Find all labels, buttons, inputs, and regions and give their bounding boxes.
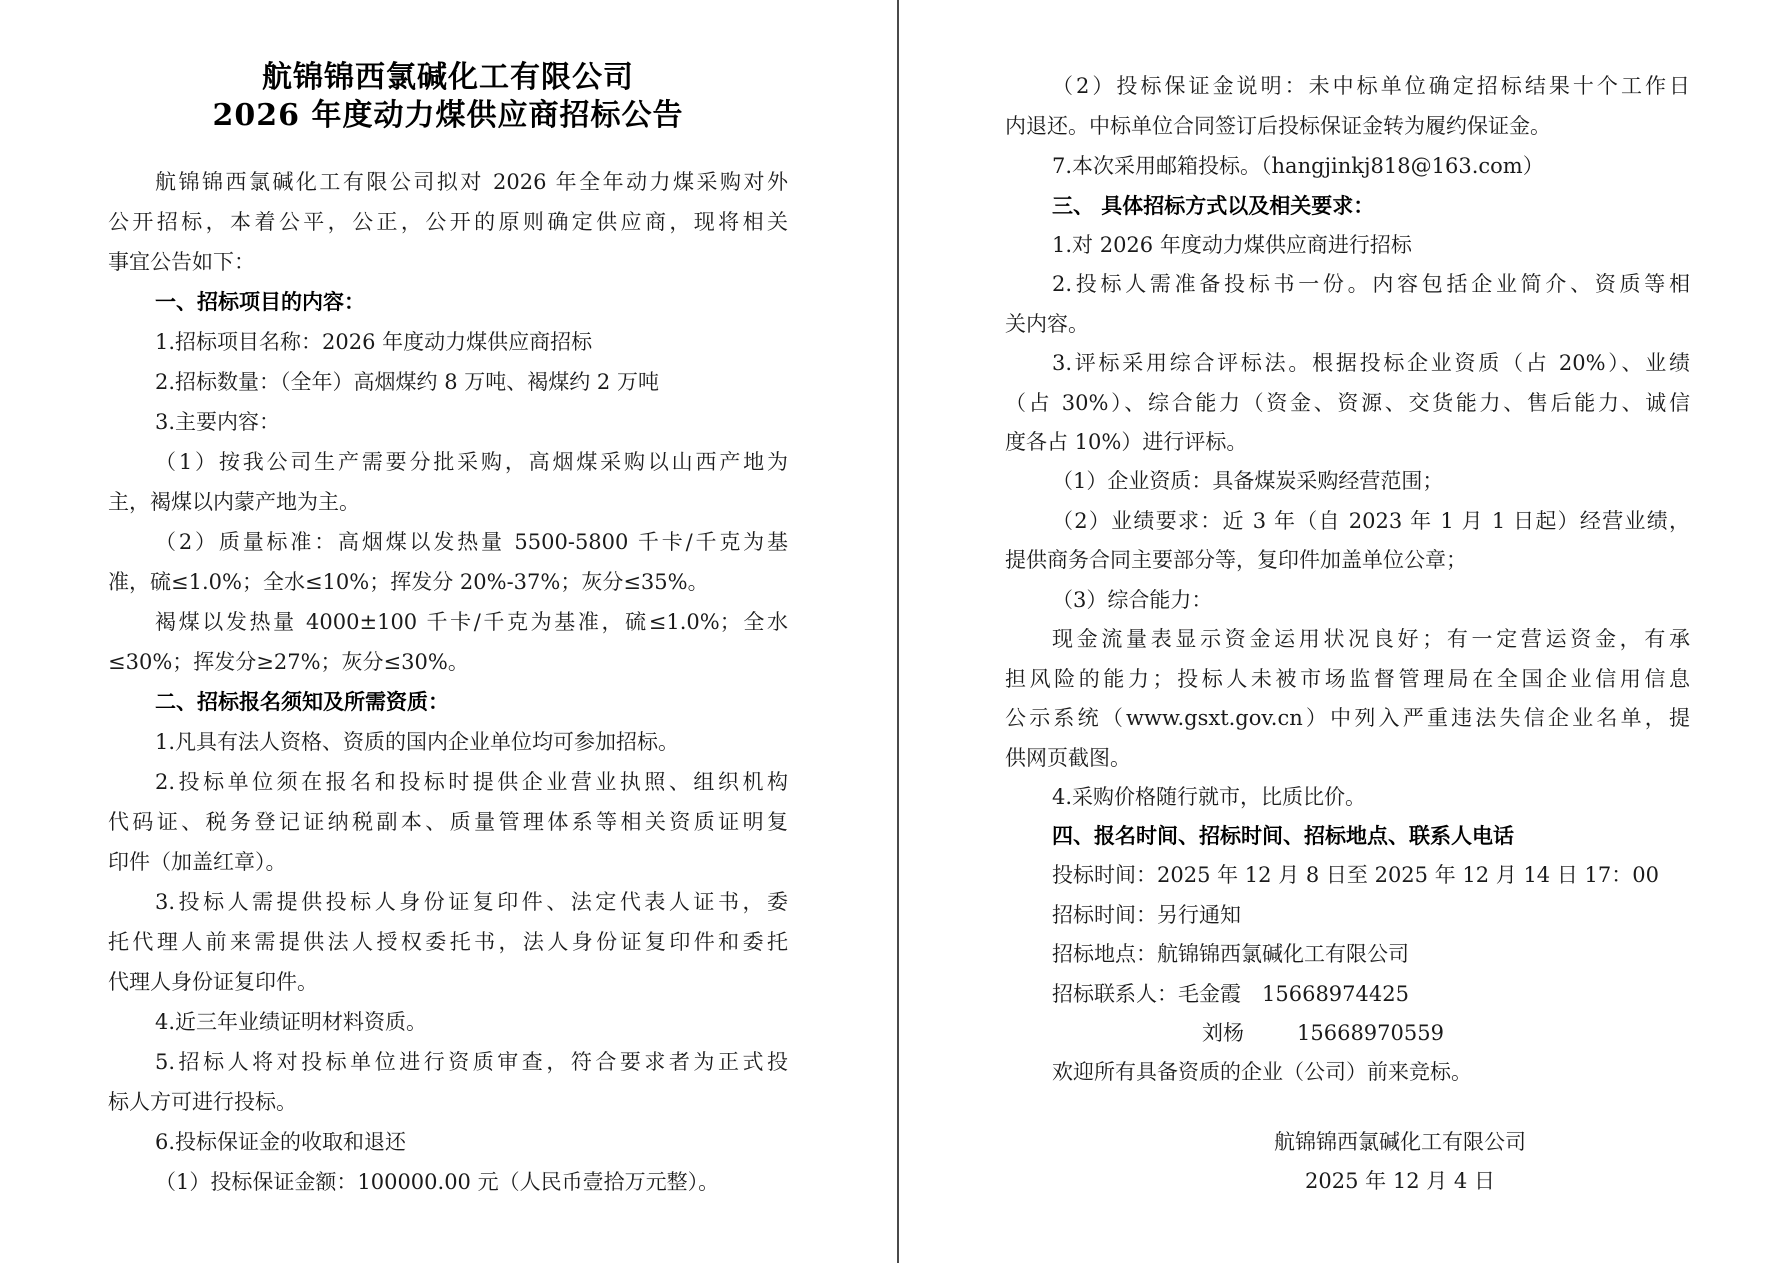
paragraph-line: 托代理人前来需提供法人授权委托书，法人身份证复印件和委托 xyxy=(108,930,788,954)
tender-place: 招标地点：航锦锦西氯碱化工有限公司 xyxy=(1052,942,1409,966)
paragraph-line: 主，褐煤以内蒙产地为主。 xyxy=(108,490,360,514)
paragraph-line: 代码证、税务登记证纳税副本、质量管理体系等相关资质证明复 xyxy=(108,810,788,834)
list-item: 3.投标人需提供投标人身份证复印件、法定代表人证书，委 xyxy=(155,890,788,914)
intro-line: 公开招标，本着公平，公正，公开的原则确定供应商，现将相关 xyxy=(108,210,788,234)
list-item: （1）企业资质：具备煤炭采购经营范围； xyxy=(1052,469,1444,493)
section-heading: 二、招标报名须知及所需资质： xyxy=(155,689,449,714)
intro-line: 航锦锦西氯碱化工有限公司拟对 2026 年全年动力煤采购对外 xyxy=(155,170,788,194)
list-item: 3.评标采用综合评标法。根据投标企业资质（占 20%）、业绩 xyxy=(1052,351,1690,375)
section-heading: 三、 具体招标方式以及相关要求： xyxy=(1052,193,1375,218)
contact-secondary-phone: 15668970559 xyxy=(1297,1021,1444,1045)
list-item: 4.近三年业绩证明材料资质。 xyxy=(155,1010,428,1034)
right-page xyxy=(900,0,1787,1263)
paragraph-line: 标人方可进行投标。 xyxy=(108,1090,297,1114)
list-item: （3）综合能力： xyxy=(1052,588,1213,612)
paragraph-line: 关内容。 xyxy=(1005,312,1089,336)
paragraph-line: ≤30%；挥发分≥27%；灰分≤30%。 xyxy=(108,650,469,674)
paragraph-line: 公示系统（www.gsxt.gov.cn）中列入严重违法失信企业名单，提 xyxy=(1005,706,1690,730)
paragraph-line: （2）质量标准：高烟煤以发热量 5500-5800 千卡/千克为基 xyxy=(155,530,788,554)
paragraph-line: （1）按我公司生产需要分批采购，高烟煤采购以山西产地为 xyxy=(155,450,788,474)
contact-primary: 招标联系人：毛金霞 15668974425 xyxy=(1052,982,1409,1006)
list-item: 1.凡具有法人资格、资质的国内企业单位均可参加招标。 xyxy=(155,730,680,754)
signature-company: 航锦锦西氯碱化工有限公司 xyxy=(1274,1130,1526,1154)
welcome-line: 欢迎所有具备资质的企业（公司）前来竞标。 xyxy=(1052,1060,1472,1084)
list-item: 6.投标保证金的收取和退还 xyxy=(155,1130,407,1154)
paragraph-line: 提供商务合同主要部分等，复印件加盖单位公章； xyxy=(1005,548,1467,572)
contact-secondary-name: 刘杨 xyxy=(1202,1021,1244,1045)
paragraph-line: 担风险的能力；投标人未被市场监督管理局在全国企业信用信息 xyxy=(1005,667,1690,691)
list-item: 1.招标项目名称：2026 年度动力煤供应商招标 xyxy=(155,330,593,354)
list-item: 4.采购价格随行就市，比质比价。 xyxy=(1052,785,1367,809)
list-item: 2.招标数量：（全年）高烟煤约 8 万吨、褐煤约 2 万吨 xyxy=(155,370,659,394)
section-heading: 一、招标项目的内容： xyxy=(155,289,365,314)
document-title-line2: 2026 年度动力煤供应商招标公告 xyxy=(212,98,684,133)
list-item: 7.本次采用邮箱投标。（hangjinkj818@163.com） xyxy=(1052,154,1544,178)
page-divider xyxy=(897,0,899,1263)
paragraph-line: 度各占 10%）进行评标。 xyxy=(1005,430,1248,454)
paragraph-line: （占 30%）、综合能力（资金、资源、交货能力、售后能力、诚信 xyxy=(1005,391,1690,415)
paragraph-line: 印件（加盖红章）。 xyxy=(108,850,287,874)
list-item: 5.招标人将对投标单位进行资质审查，符合要求者为正式投 xyxy=(155,1050,788,1074)
list-item: 2.投标人需准备投标书一份。内容包括企业简介、资质等相 xyxy=(1052,272,1690,296)
bid-time: 投标时间：2025 年 12 月 8 日至 2025 年 12 月 14 日 17：00 xyxy=(1052,863,1659,887)
list-item: 1.对 2026 年度动力煤供应商进行招标 xyxy=(1052,233,1412,257)
list-item: 3.主要内容： xyxy=(155,410,281,434)
signature-date: 2025 年 12 月 4 日 xyxy=(1305,1169,1495,1193)
paragraph-line: 褐煤以发热量 4000±100 千卡/千克为基准，硫≤1.0%；全水 xyxy=(155,610,788,634)
list-item: （2）投标保证金说明：未中标单位确定招标结果十个工作日 xyxy=(1052,74,1690,98)
paragraph-line: 代理人身份证复印件。 xyxy=(108,970,318,994)
document-title-line1: 航锦锦西氯碱化工有限公司 xyxy=(262,60,634,95)
list-item: （2）业绩要求：近 3 年（自 2023 年 1 月 1 日起）经营业绩， xyxy=(1052,509,1690,533)
tender-time: 招标时间：另行通知 xyxy=(1052,903,1241,927)
paragraph-line: 内退还。中标单位合同签订后投标保证金转为履约保证金。 xyxy=(1005,114,1551,138)
paragraph-line: 供网页截图。 xyxy=(1005,746,1131,770)
intro-line: 事宜公告如下： xyxy=(108,250,255,274)
list-item: 2.投标单位须在报名和投标时提供企业营业执照、组织机构 xyxy=(155,770,788,794)
paragraph-line: 现金流量表显示资金运用状况良好；有一定营运资金，有承 xyxy=(1052,627,1690,651)
paragraph-line: 准，硫≤1.0%；全水≤10%；挥发分 20%-37%；灰分≤35%。 xyxy=(108,570,709,594)
list-item: （1）投标保证金额：100000.00 元（人民币壹拾万元整）。 xyxy=(155,1170,720,1194)
section-heading: 四、报名时间、招标时间、招标地点、联系人电话 xyxy=(1052,823,1514,848)
